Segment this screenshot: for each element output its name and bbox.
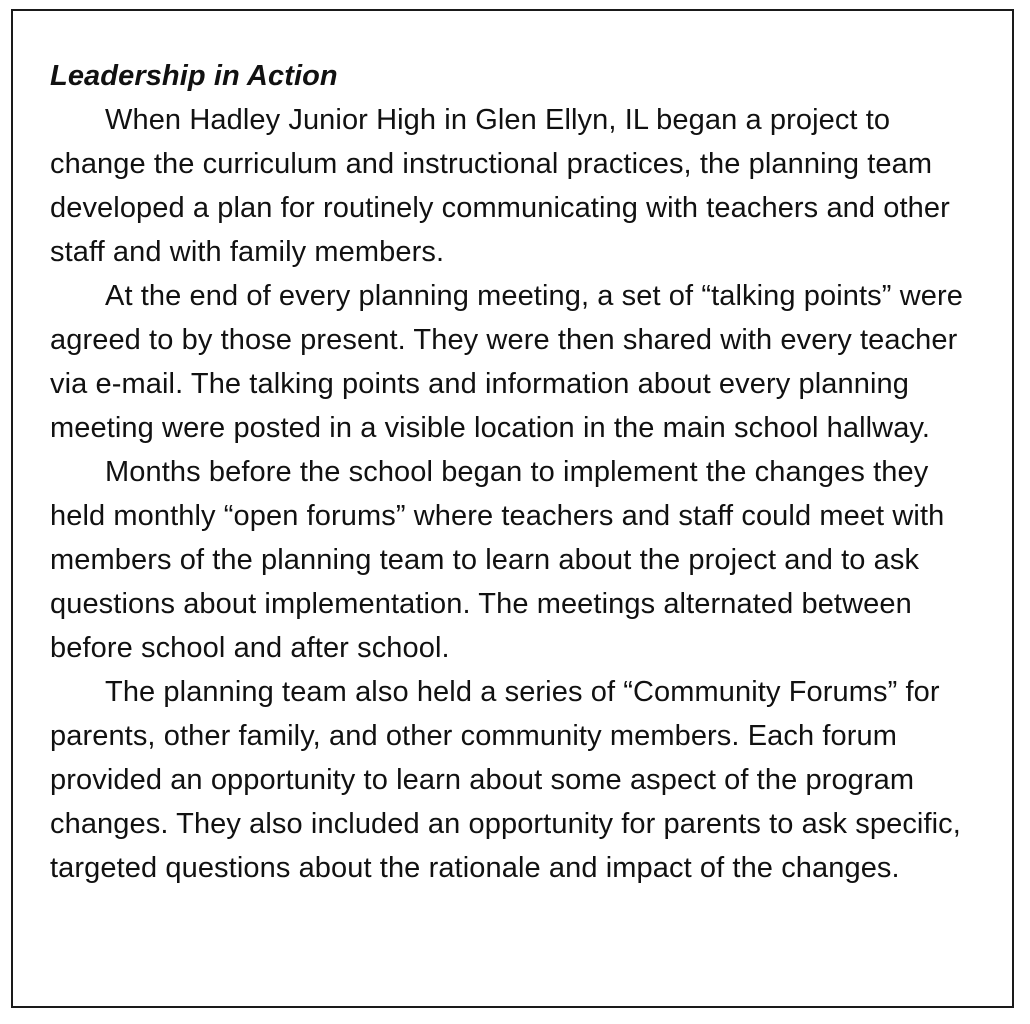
sidebar-content [50,54,990,890]
paragraph-3: Months before the school began to implement the changes they held monthly “open forums” where teachers and staff could meet with members of the planning team to learn about the project and to ask questions about implementation. The meetings alternated between before school and after school. [50,456,945,664]
paragraph-1: When Hadley Junior High in Glen Ellyn, IL began a project to change the curriculum and instructional practices, the planning team developed a plan for routinely communicating with teachers and other staff and with family members. [50,104,950,268]
sidebar-title: Leadership in Action [50,60,338,92]
sidebar-box [11,9,1014,1008]
paragraph-4: The planning team also held a series of “Community Forums” for parents, other family, and other community members. Each forum provided an opportunity to learn about some aspect of the program changes. They also included an opportunity for parents to ask specific, targeted questions about the rationale and impact of the changes. [50,676,961,884]
paragraph-2: At the end of every planning meeting, a set of “talking points” were agreed to by those present. They were then shared with every teacher via e-mail. The talking points and information about every planning meeting were posted in a visible location in the main school hallway. [50,280,963,444]
